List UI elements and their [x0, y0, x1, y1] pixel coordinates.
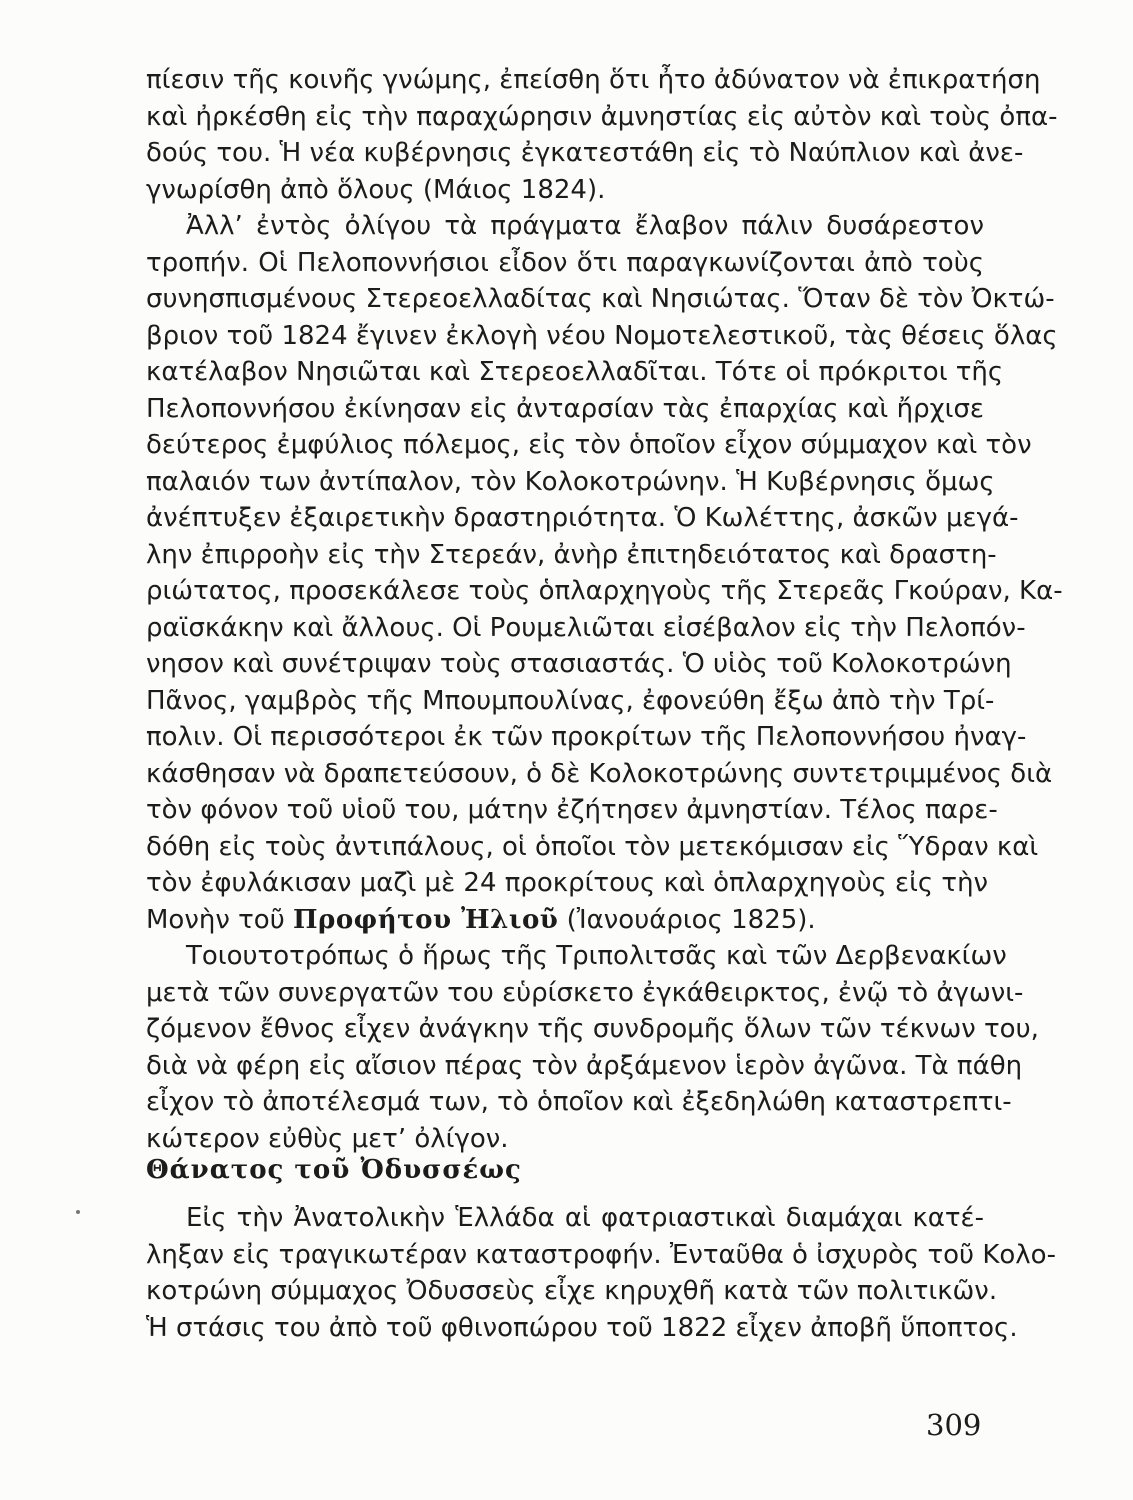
text-line: τὸν ἐφυλάκισαν μαζὶ μὲ 24 προκρίτους καὶ ὁπλαρχηγοὺς εἰς τὴν — [146, 868, 989, 898]
monastery-line-start: Μονὴν τοῦ — [146, 904, 293, 935]
body-text-bottom — [146, 1200, 1056, 1346]
text-line: δόθη εἰς τοὺς ἀντιπάλους, οἱ ὁποῖοι τὸν μετεκόμισαν εἰς Ὕδραν καὶ — [146, 831, 1039, 862]
text-line: πίεσιν τῆς κοινῆς γνώμης, ἐπείσθη ὅτι ἦτο ἀδύνατον νὰ ἐπικρατήση — [146, 65, 1041, 95]
text-line: μετὰ τῶν συνεργατῶν του εὑρίσκετο ἐγκάθειρκτος, ἐνῷ τὸ ἀγωνι- — [146, 977, 1024, 1008]
text-line: πολιν. Οἱ περισσότεροι ἐκ τῶν προκρίτων τῆς Πελοποννήσου ἠναγ- — [146, 722, 1027, 752]
monastery-line — [146, 902, 984, 939]
text-line: δεύτερος ἐμφύλιος πόλεμος, εἰς τὸν ὁποῖον εἶχον σύμμαχον καὶ τὸν — [146, 430, 1032, 460]
text-line: διὰ νὰ φέρη εἰς αἴσιον πέρας τὸν ἀρξάμενον ἱερὸν ἀγῶνα. Τὰ πάθη — [146, 1050, 1023, 1081]
text-line: ραϊσκάκην καὶ ἄλλους. Οἱ Ρουμελιῶται εἰσέβαλον εἰς τὴν Πελοπόν- — [146, 612, 1026, 643]
text-line: κάσθησαν νὰ δραπετεύσουν, ὁ δὲ Κολοκοτρώνης συντετριμμένος διὰ — [146, 758, 1053, 789]
text-line: λην ἐπιρροὴν εἰς τὴν Στερεάν, ἀνὴρ ἐπιτηδειότατος καὶ δραστη- — [146, 539, 997, 570]
text-line: συνησπισμένους Στερεοελλαδίτας καὶ Νησιώτας. Ὅταν δὲ τὸν Ὀκτώ- — [146, 284, 1055, 314]
text-line: ἀνέπτυξεν ἐξαιρετικὴν δραστηριότητα. Ὁ Κωλέττης, ἀσκῶν μεγά- — [146, 503, 1019, 533]
text-line: γνωρίσθη ἀπὸ ὅλους (Μάιος 1824). — [146, 174, 606, 205]
text-line: κοτρώνη σύμμαχος Ὀδυσσεὺς εἶχε κηρυχθῆ κατὰ τῶν πολιτικῶν. — [146, 1276, 998, 1306]
section-heading: Θάνατος τοῦ Ὀδυσσέως — [146, 1155, 522, 1185]
text-line: καὶ ἠρκέσθη εἰς τὴν παραχώρησιν ἀμνηστίας εἰς αὐτὸν καὶ τοὺς ὀπα- — [146, 101, 1058, 132]
text-line: Ἀλλ’ ἐντὸς ὀλίγου τὰ πράγματα ἔλαβον πάλιν δυσάρεστον — [186, 211, 984, 241]
text-line: Ἡ στάσις του ἀπὸ τοῦ φθινοπώρου τοῦ 1822 εἶχεν ἀποβῆ ὕποπτος. — [146, 1312, 1018, 1343]
text-line: ριώτατος, προσεκάλεσε τοὺς ὁπλαρχηγοὺς τῆς Στερεᾶς Γκούραν, Κα- — [146, 576, 1063, 606]
text-line: παλαιόν των ἀντίπαλον, τὸν Κολοκοτρώνην. Ἡ Κυβέρνησις ὅμως — [146, 466, 995, 497]
text-line: Τοιουτοτρόπως ὁ ἥρως τῆς Τριπολιτσᾶς καὶ τῶν Δερβενακίων — [186, 941, 1007, 971]
text-line: ληξαν εἰς τραγικωτέραν καταστροφήν. Ἐνταῦθα ὁ ἰσχυρὸς τοῦ Κολο- — [146, 1239, 1056, 1270]
monastery-name: Προφήτου Ἠλιοῦ — [293, 904, 559, 935]
text-line: κατέλαβον Νησιῶται καὶ Στερεοελλαδῖται. Τότε οἱ πρόκριτοι τῆς — [146, 357, 1004, 387]
text-line: τροπήν. Οἱ Πελοποννήσιοι εἶδον ὅτι παραγκωνίζονται ἀπὸ τοὺς — [146, 247, 984, 278]
text-line: εἶχον τὸ ἀποτέλεσμά των, τὸ ὁποῖον καὶ ἐξεδηλώθη καταστρεπτι- — [146, 1087, 1012, 1117]
text-line: Πελοποννήσου ἐκίνησαν εἰς ἀνταρσίαν τὰς ἐπαρχίας καὶ ἤρχισε — [146, 393, 984, 424]
text-line: δούς του. Ἡ νέα κυβέρνησις ἐγκατεστάθη εἰς τὸ Ναύπλιον καὶ ἀνε- — [146, 138, 1024, 168]
text-line: ζόμενον ἔθνος εἶχεν ἀνάγκην τῆς συνδρομῆς ὅλων τῶν τέκνων του, — [146, 1014, 1039, 1044]
text-line: νησον καὶ συνέτριψαν τοὺς στασιαστάς. Ὁ υἱὸς τοῦ Κολοκοτρώνη — [146, 649, 1012, 679]
text-line: βριον τοῦ 1824 ἔγινεν ἐκλογὴ νέου Νομοτελεστικοῦ, τὰς θέσεις ὅλας — [146, 320, 1058, 351]
text-line: κώτερον εὐθὺς μετ’ ὀλίγον. — [146, 1123, 509, 1154]
body-text-top — [146, 62, 1063, 1157]
text-line: Εἰς τὴν Ἀνατολικὴν Ἑλλάδα αἱ φατριαστικαὶ διαμάχαι κατέ- — [186, 1203, 984, 1233]
page-number: 309 — [926, 1408, 982, 1442]
text-line: τὸν φόνον τοῦ υἱοῦ του, μάτην ἐζήτησεν ἀμνηστίαν. Τέλος παρε- — [146, 795, 998, 825]
monastery-line-end: (Ἰανουάριος 1825). — [558, 904, 816, 935]
scan-speck — [76, 1210, 80, 1214]
text-line: Πᾶνος, γαμβρὸς τῆς Μπουμπουλίνας, ἐφονεύθη ἔξω ἀπὸ τὴν Τρί- — [146, 685, 995, 716]
